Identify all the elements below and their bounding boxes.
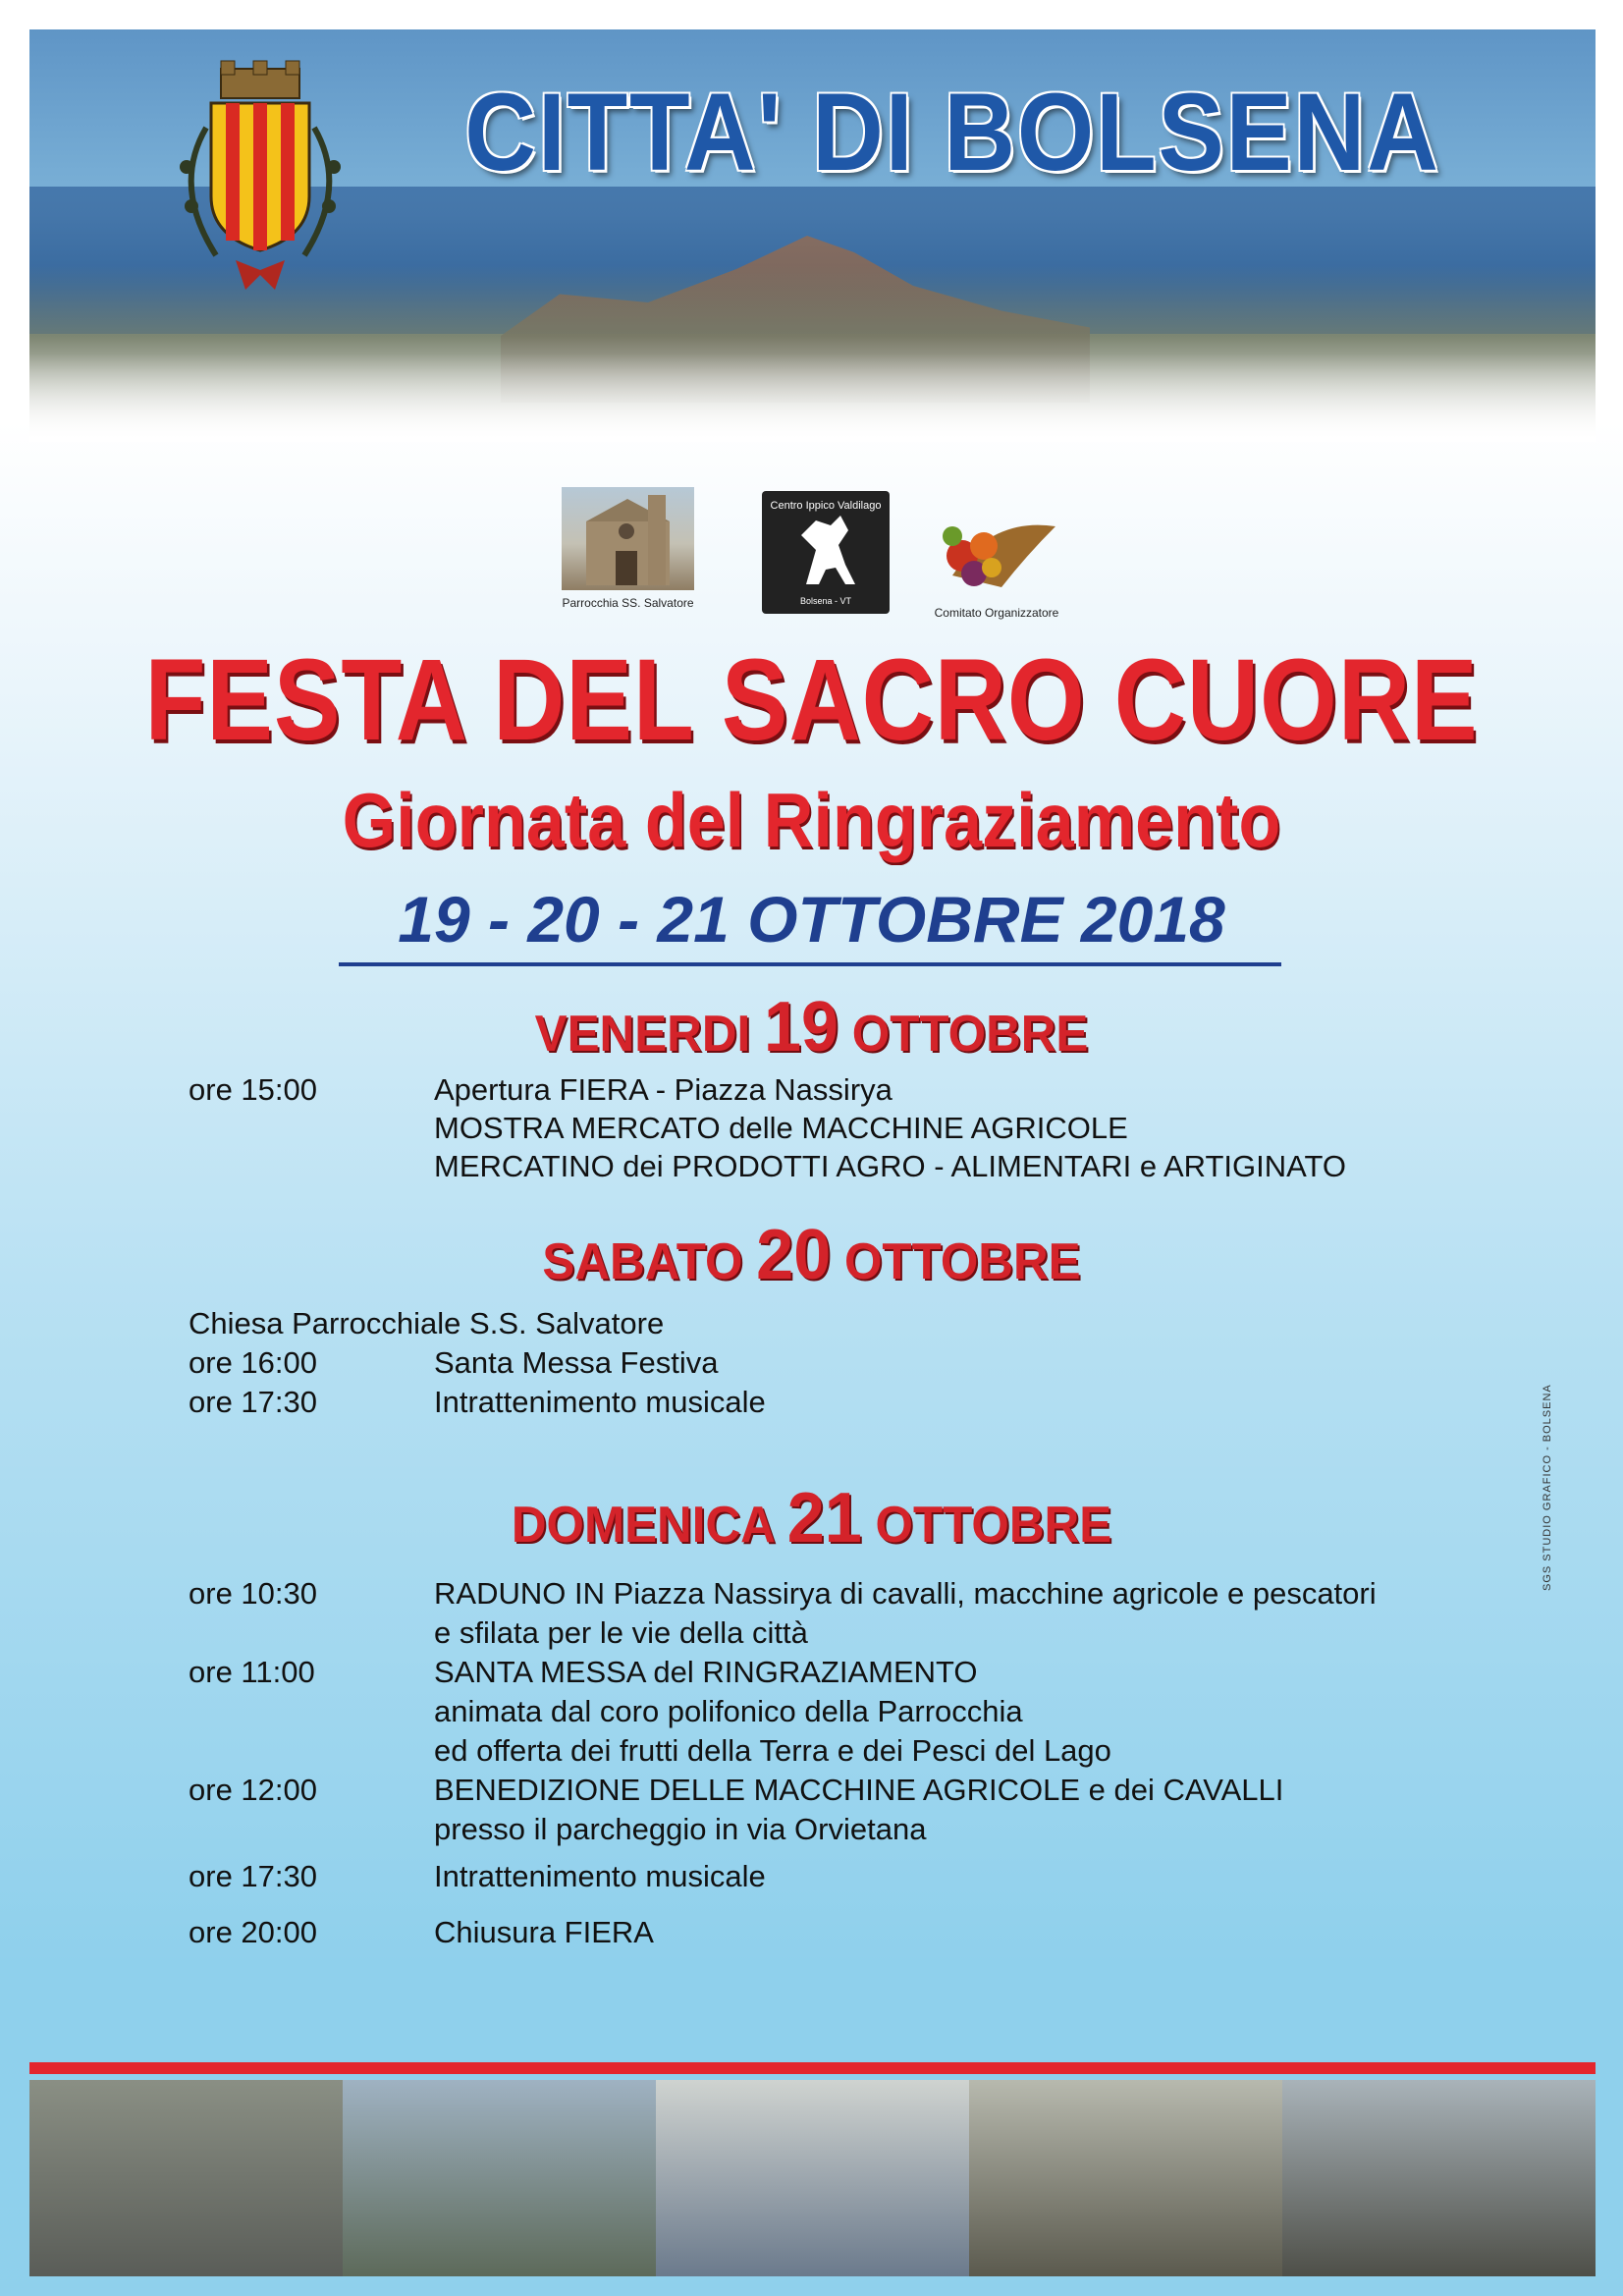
day-number: 19 [763, 988, 839, 1066]
logo-centro-ippico [762, 491, 890, 614]
schedule-time: ore 12:00 [189, 1773, 317, 1807]
cornucopia-image [933, 497, 1060, 600]
logo-parrocchia [562, 487, 694, 610]
schedule-time: ore 16:00 [189, 1345, 317, 1380]
schedule-text: SANTA MESSA del RINGRAZIAMENTO [434, 1655, 978, 1689]
event-dates: 19 - 20 - 21 OTTOBRE 2018 [398, 883, 1225, 956]
schedule-text: ed offerta dei frutti della Terra e dei Pesci del Lago [434, 1733, 1111, 1768]
event-subtitle: Giornata del Ringraziamento [342, 777, 1281, 863]
horse-logo-bottom-text: Bolsena - VT [799, 596, 852, 606]
logo-caption-comitato: Comitato Organizzatore [934, 606, 1059, 620]
day-month: OTTOBRE [875, 1497, 1112, 1554]
schedule-text: Intrattenimento musicale [434, 1385, 766, 1419]
photo-street [969, 2080, 1282, 2276]
header-banner [29, 29, 1596, 442]
cornucopia-icon [933, 497, 1060, 600]
city-title: CITTA' DI BOLSENA [464, 71, 1440, 193]
day-heading-friday [40, 987, 1582, 1067]
footer-red-bar [29, 2062, 1596, 2074]
day-month: OTTOBRE [851, 1006, 1089, 1063]
studio-credit: SGS STUDIO GRAFICO - BOLSENA [1542, 1384, 1553, 1591]
day-heading-saturday [40, 1215, 1582, 1295]
schedule-text: Apertura FIERA - Piazza Nassirya [434, 1072, 893, 1107]
day-name: VENERDI [534, 1006, 751, 1063]
city-crest-icon [147, 59, 373, 304]
photo-parade [29, 2080, 343, 2276]
schedule-time: ore 15:00 [189, 1072, 317, 1107]
schedule-text: Intrattenimento musicale [434, 1859, 766, 1893]
day-name: DOMENICA [511, 1497, 774, 1554]
dates-underline [339, 962, 1281, 966]
event-title: FESTA DEL SACRO CUORE [144, 635, 1479, 765]
schedule-time: ore 20:00 [189, 1915, 317, 1949]
photo-crowd [343, 2080, 656, 2276]
schedule-text: MERCATINO dei PRODOTTI AGRO - ALIMENTARI e ARTIGINATO [434, 1149, 1347, 1183]
schedule-text: Santa Messa Festiva [434, 1345, 719, 1380]
schedule-time: ore 11:00 [189, 1655, 315, 1689]
day-number: 20 [756, 1216, 832, 1294]
logo-caption-parrocchia: Parrocchia SS. Salvatore [562, 596, 694, 610]
schedule-text: MOSTRA MERCATO delle MACCHINE AGRICOLE [434, 1111, 1128, 1145]
banner-fade [29, 354, 1596, 442]
schedule-text: Chiusura FIERA [434, 1915, 654, 1949]
day-heading-sunday [40, 1478, 1582, 1558]
day-number: 21 [786, 1479, 862, 1558]
logo-comitato [933, 497, 1060, 620]
church-icon [562, 487, 694, 590]
schedule-text: BENEDIZIONE DELLE MACCHINE AGRICOLE e dei CAVALLI [434, 1773, 1284, 1807]
schedule-text: RADUNO IN Piazza Nassirya di cavalli, macchine agricole e pescatori [434, 1576, 1377, 1611]
church-image [562, 487, 694, 590]
horse-icon [762, 491, 890, 614]
footer-photo-strip [29, 2080, 1596, 2276]
venue-text: Chiesa Parrocchiale S.S. Salvatore [189, 1306, 665, 1340]
schedule-text: e sfilata per le vie della città [434, 1615, 808, 1650]
day-name: SABATO [542, 1233, 743, 1290]
horse-logo [762, 491, 890, 614]
photo-horses [1282, 2080, 1596, 2276]
schedule-time: ore 17:30 [189, 1859, 317, 1893]
horse-logo-top-text: Centro Ippico Valdilago [770, 500, 882, 512]
schedule-time: ore 17:30 [189, 1385, 317, 1419]
schedule-time: ore 10:30 [189, 1576, 317, 1611]
schedule-text: animata dal coro polifonico della Parrocchia [434, 1694, 1023, 1728]
photo-tractor [656, 2080, 969, 2276]
schedule-text: presso il parcheggio in via Orvietana [434, 1812, 927, 1846]
day-month: OTTOBRE [843, 1233, 1081, 1290]
